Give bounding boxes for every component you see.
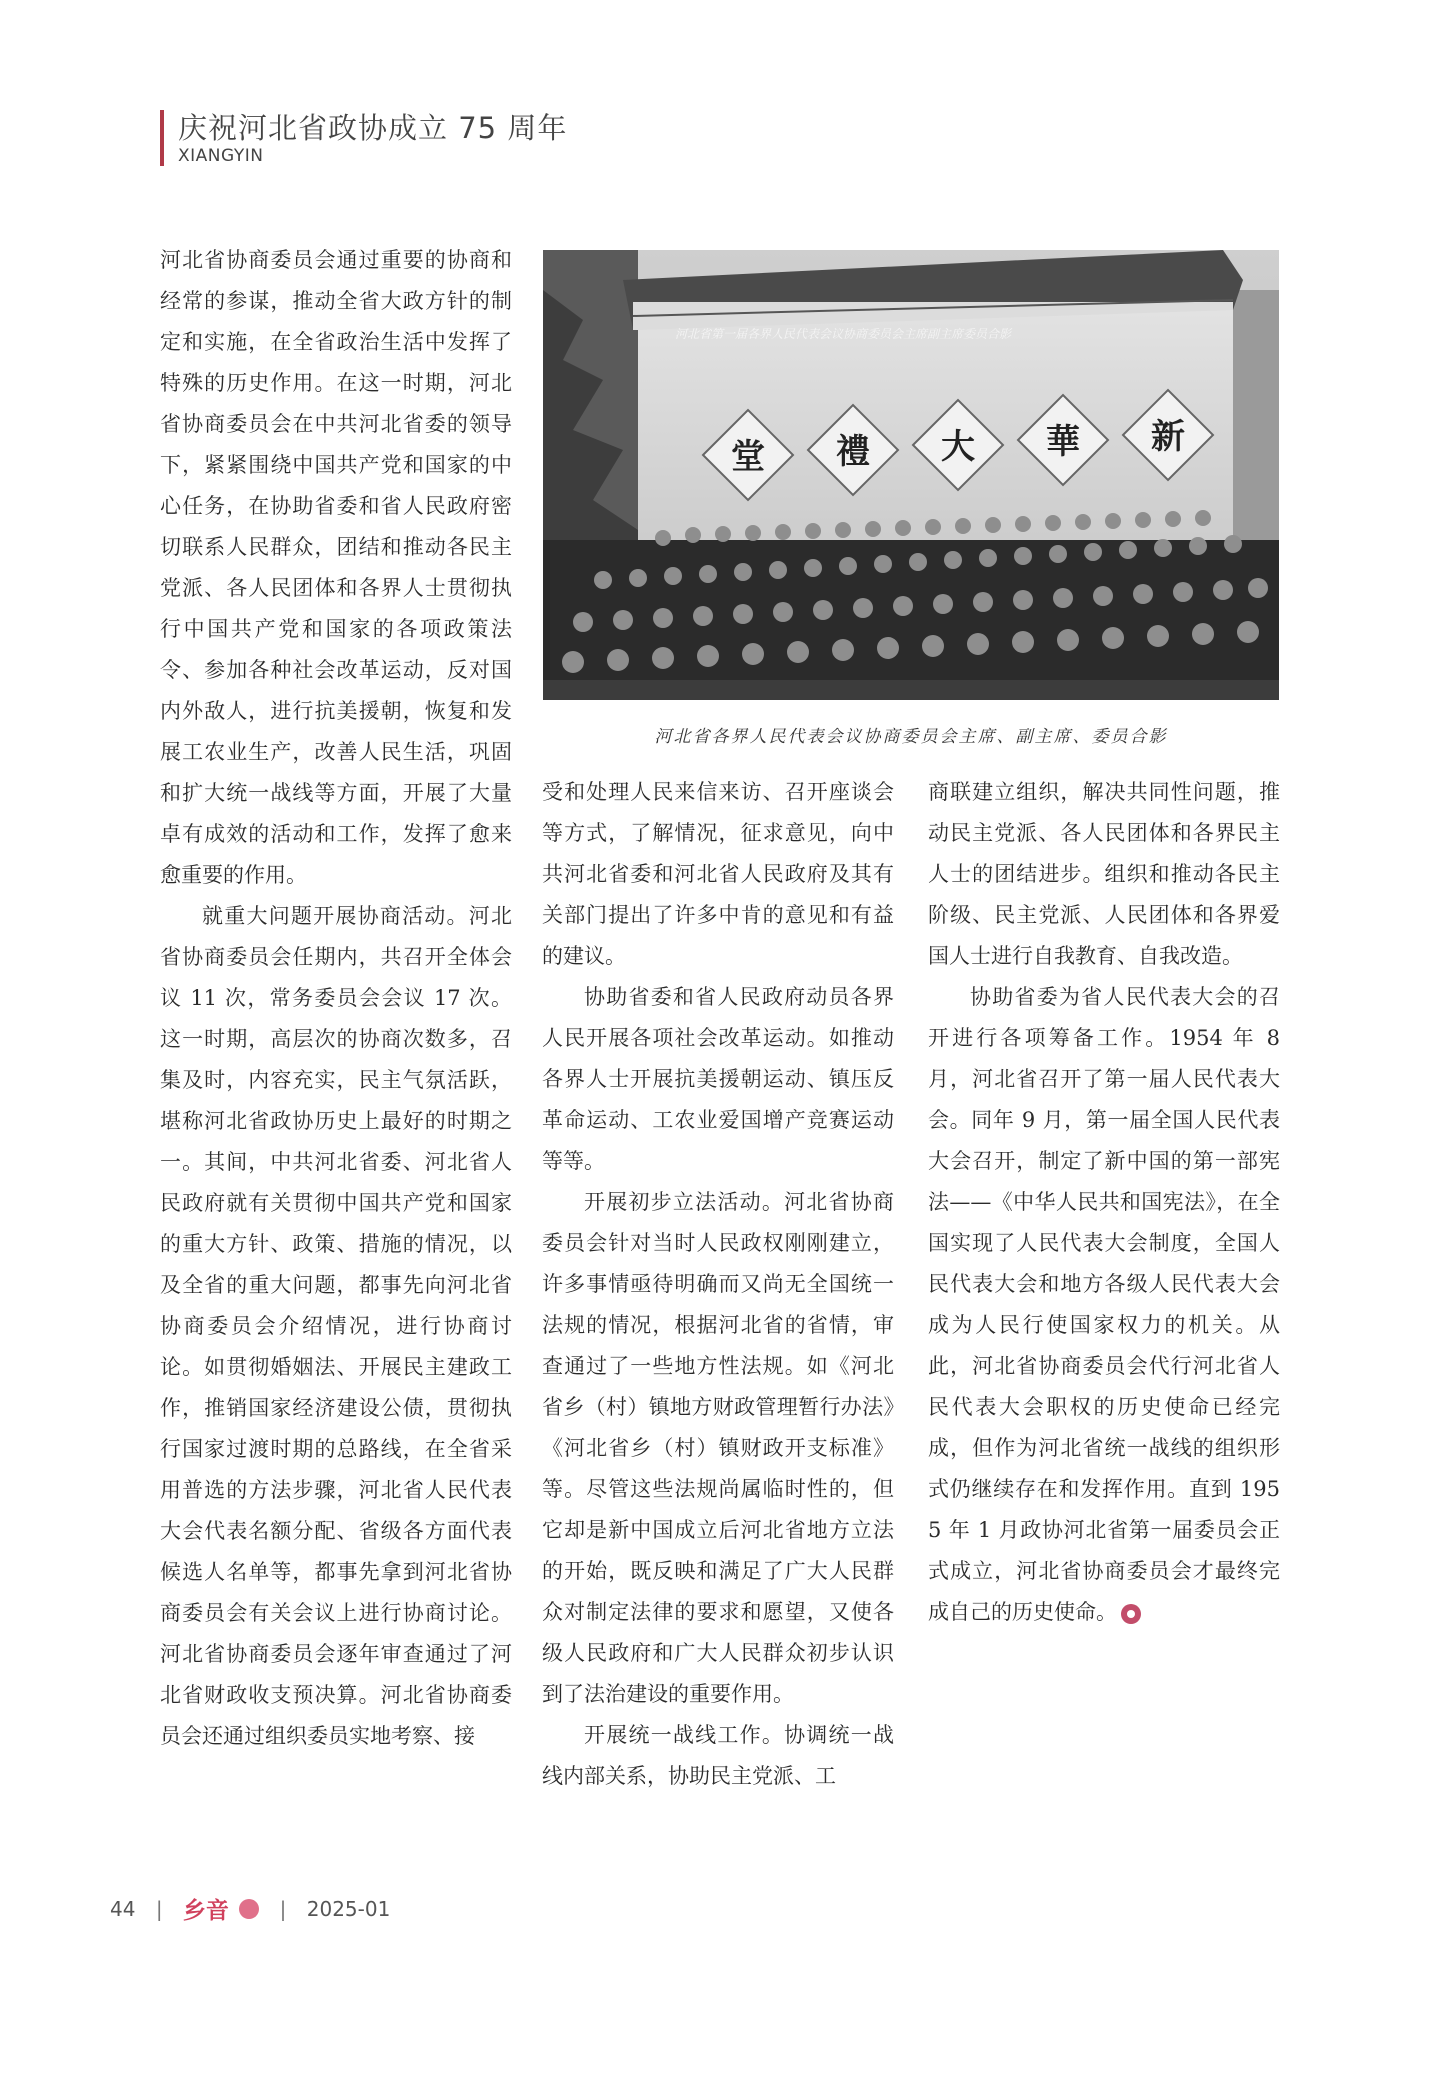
- magazine-logo: 乡音: [182, 1898, 229, 1924]
- svg-text:新: 新: [1151, 417, 1185, 457]
- page-footer: [110, 1892, 390, 1925]
- paragraph-final: [928, 977, 1280, 1633]
- article-column-2: [542, 772, 894, 1797]
- issue-number: 2025-01: [306, 1896, 391, 1921]
- page-number: 44: [110, 1896, 136, 1921]
- article-column-1: [160, 240, 512, 1757]
- svg-text:大: 大: [941, 427, 975, 467]
- svg-text:華: 華: [1046, 422, 1080, 462]
- svg-text:堂: 堂: [731, 437, 765, 477]
- photo-caption: 河北省各界人民代表会议协商委员会主席、副主席、委员合影: [654, 727, 1168, 747]
- magazine-logo-icon: [239, 1899, 259, 1919]
- paragraph: 开展初步立法活动。河北省协商委员会针对当时人民政权刚刚建立，许多事情亟待明确而又尚无全国统一法规的情况，根据河北省的省情，审查通过了一些地方性法规。如《河北省乡（村）镇地方财政管理暂行办法》《河北省乡（村）镇财政开支标准》等。尽管这些法规尚属临时性的，但它却是新中国成立后河北省地方立法的开始，既反映和满足了广大人民群众对制定法律的要求和愿望，又使各级人民政府和广大人民群众初步认识到了法治建设的重要作用。: [542, 1190, 894, 1706]
- end-of-article-icon: [1121, 1604, 1141, 1624]
- header-accent-bar: [160, 110, 164, 166]
- paragraph: 开展统一战线工作。协调统一战线内部关系，协助民主党派、工: [542, 1723, 894, 1788]
- section-title: 庆祝河北省政协成立 75 周年: [178, 111, 568, 145]
- svg-text:禮: 禮: [836, 432, 870, 472]
- paragraph: 就重大问题开展协商活动。河北省协商委员会任期内，共召开全体会议 11 次，常务委员会会议 17 次。这一时期，高层次的协商次数多，召集及时，内容充实，民主气氛活跃，堪称河北省政协历史上最好的时期之一。其间，中共河北省委、河北省人民政府就有关贯彻中国共产党和国家的重大方针、政策、措施的情况，以及全省的重大问题，都事先向河北省协商委员会介绍情况，进行协商讨论。如贯彻婚姻法、开展民主建政工作，推销国家经济建设公债，贯彻执行国家过渡时期的总路线，在全省采用普选的方法步骤，河北省人民代表大会代表名额分配、省级各方面代表候选人名单等，都事先拿到河北省协商委员会有关会议上进行协商讨论。河北省协商委员会逐年审查通过了河北省财政收支预决算。河北省协商委员会还通过组织委员实地考察、接: [160, 904, 512, 1748]
- paragraph: 受和处理人民来信来访、召开座谈会等方式，了解情况，征求意见，向中共河北省委和河北省人民政府及其有关部门提出了许多中肯的意见和有益的建议。: [542, 780, 894, 968]
- svg-text:河北省第一届各界人民代表会议协商委员会主席副主席委员合影: 河北省第一届各界人民代表会议协商委员会主席副主席委员合影: [674, 327, 1012, 341]
- paragraph-final-text: 协助省委为省人民代表大会的召开进行各项筹备工作。1954 年 8 月，河北省召开了第一届人民代表大会。同年 9 月，第一届全国人民代表大会召开，制定了新中国的第一部宪法——《中华人民共和国宪法》，在全国实现了人民代表大会制度，全国人民代表大会和地方各级人民代表大会成为人民行使国家权力的机关。从此，河北省协商委员会代行河北省人民代表大会职权的历史使命已经完成，但作为河北省统一战线的组织形式仍继续存在和发挥作用。直到 1955 年 1 月政协河北省第一届委员会正式成立，河北省协商委员会才最终完成自己的历史使命。: [928, 985, 1280, 1624]
- article-column-3: [928, 772, 1280, 1633]
- paragraph: 协助省委和省人民政府动员各界人民开展各项社会改革运动。如推动各界人士开展抗美援朝运动、镇压反革命运动、工农业爱国增产竞赛运动等等。: [542, 985, 894, 1173]
- footer-separator: |: [155, 1896, 163, 1921]
- historical-group-photo: [543, 250, 1279, 700]
- paragraph: 河北省协商委员会通过重要的协商和经常的参谋，推动全省大政方针的制定和实施，在全省政治生活中发挥了特殊的历史作用。在这一时期，河北省协商委员会在中共河北省委的领导下，紧紧围绕中国共产党和国家的中心任务，在协助省委和省人民政府密切联系人民群众，团结和推动各民主党派、各人民团体和各界人士贯彻执行中国共产党和国家的各项政策法令、参加各种社会改革运动，反对国内外敌人，进行抗美援朝，恢复和发展工农业生产，改善人民生活，巩固和扩大统一战线等方面，开展了大量卓有成效的活动和工作，发挥了愈来愈重要的作用。: [160, 248, 512, 887]
- paragraph: 商联建立组织，解决共同性问题，推动民主党派、各人民团体和各界民主人士的团结进步。组织和推动各民主阶级、民主党派、人民团体和各界爱国人士进行自我教育、自我改造。: [928, 780, 1280, 968]
- section-subtitle: XIANGYIN: [178, 146, 264, 166]
- footer-separator: |: [279, 1896, 287, 1921]
